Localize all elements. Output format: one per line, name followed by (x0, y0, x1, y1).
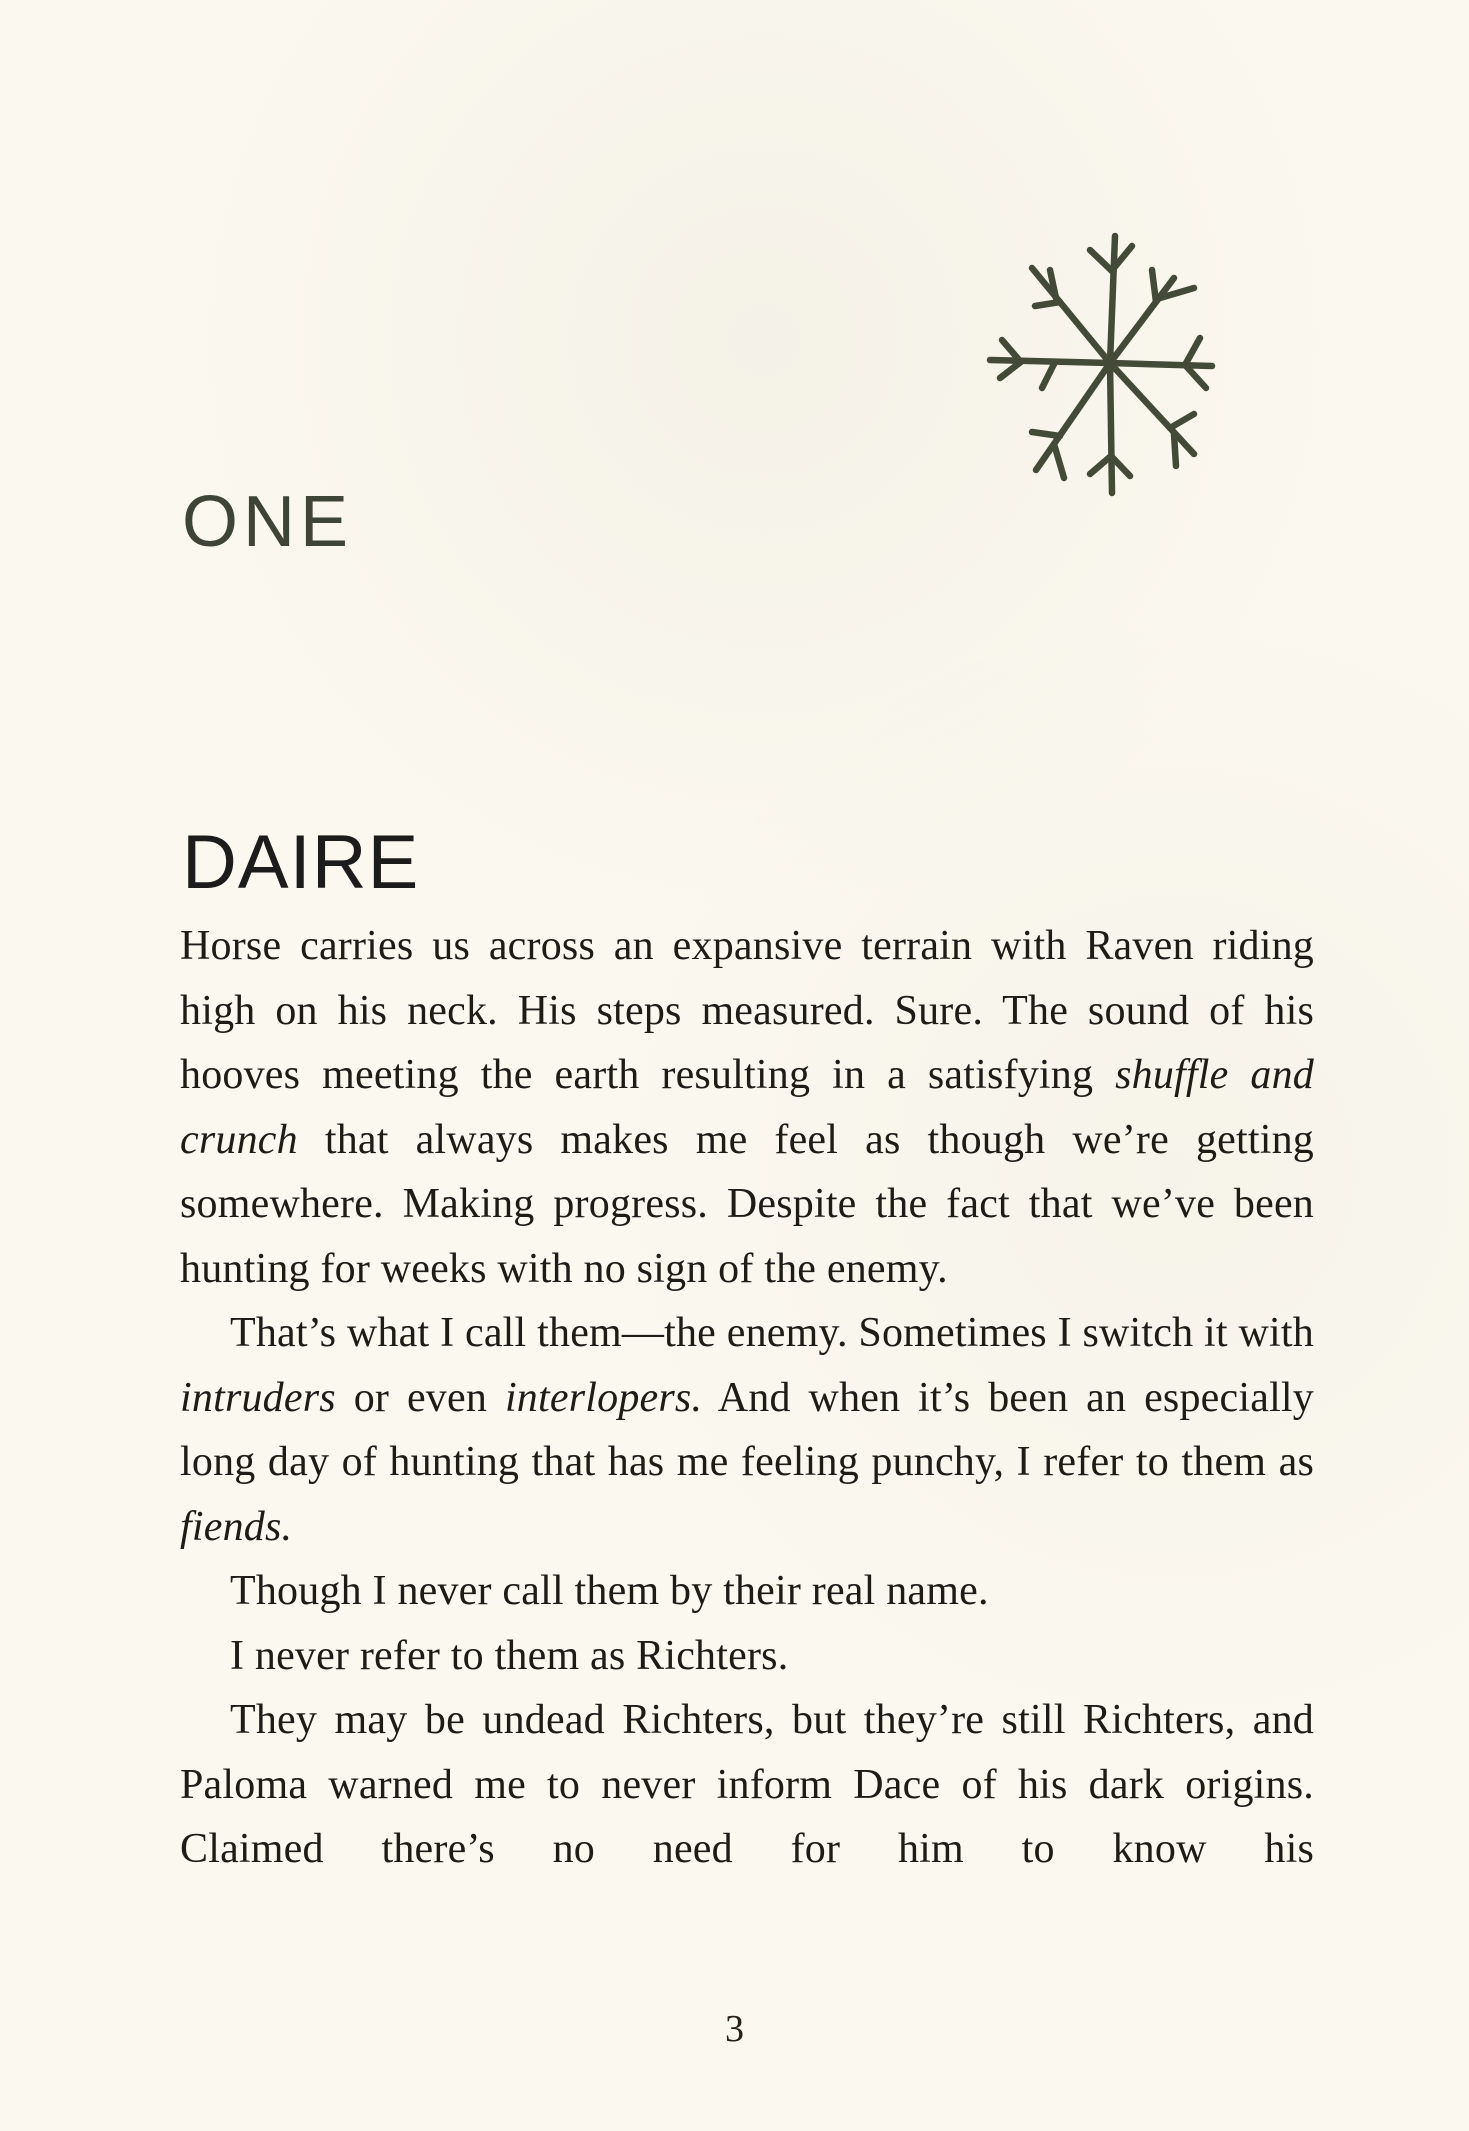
text-segment: Horse carries us across an expansive terrain with Raven riding high on his neck. His steps measured. Sure. The sound of his hooves meeting the earth resulting in a satisfying (180, 923, 1314, 1098)
snowflake-strokes (990, 236, 1212, 493)
text-segment: And when it’s been an especially long day of hunting that has me feeling punchy, I refer to them as (180, 1374, 1315, 1485)
body-paragraph (180, 1559, 1314, 1624)
body-paragraph (180, 1624, 1314, 1689)
italic-text-segment: intruders (180, 1374, 336, 1421)
text-segment: They may be undead Richters, but they’re still Richters, and Paloma warned me to never inform Dace of his dark origins. Claimed there’s no need for him to know his (180, 1697, 1314, 1872)
chapter-narrator-title: DAIRE (182, 820, 420, 905)
text-segment: That’s what I call them—the enemy. Sometimes I switch it with (230, 1310, 1314, 1356)
snowflake-ornament-icon (980, 228, 1240, 518)
body-paragraph (180, 914, 1314, 1301)
page-number: 3 (725, 2008, 744, 2050)
italic-text-segment: fiends. (180, 1503, 293, 1550)
body-paragraph (180, 1688, 1314, 1882)
text-segment: that always makes me feel as though we’re getting somewhere. Making progress. Despite the fact that we’ve been hunting for weeks with no sign of the enemy. (180, 1116, 1314, 1292)
text-segment: I never refer to them as Richters. (230, 1632, 789, 1679)
chapter-number: ONE (182, 482, 354, 562)
text-segment: Though I never call them by their real name. (230, 1568, 989, 1614)
text-segment: or even (335, 1374, 505, 1421)
chapter-body-text (180, 914, 1314, 1882)
body-paragraph (180, 1301, 1314, 1559)
italic-text-segment: interlopers. (504, 1374, 703, 1421)
italic-text-segment: shuffle and crunch (180, 1052, 1314, 1163)
